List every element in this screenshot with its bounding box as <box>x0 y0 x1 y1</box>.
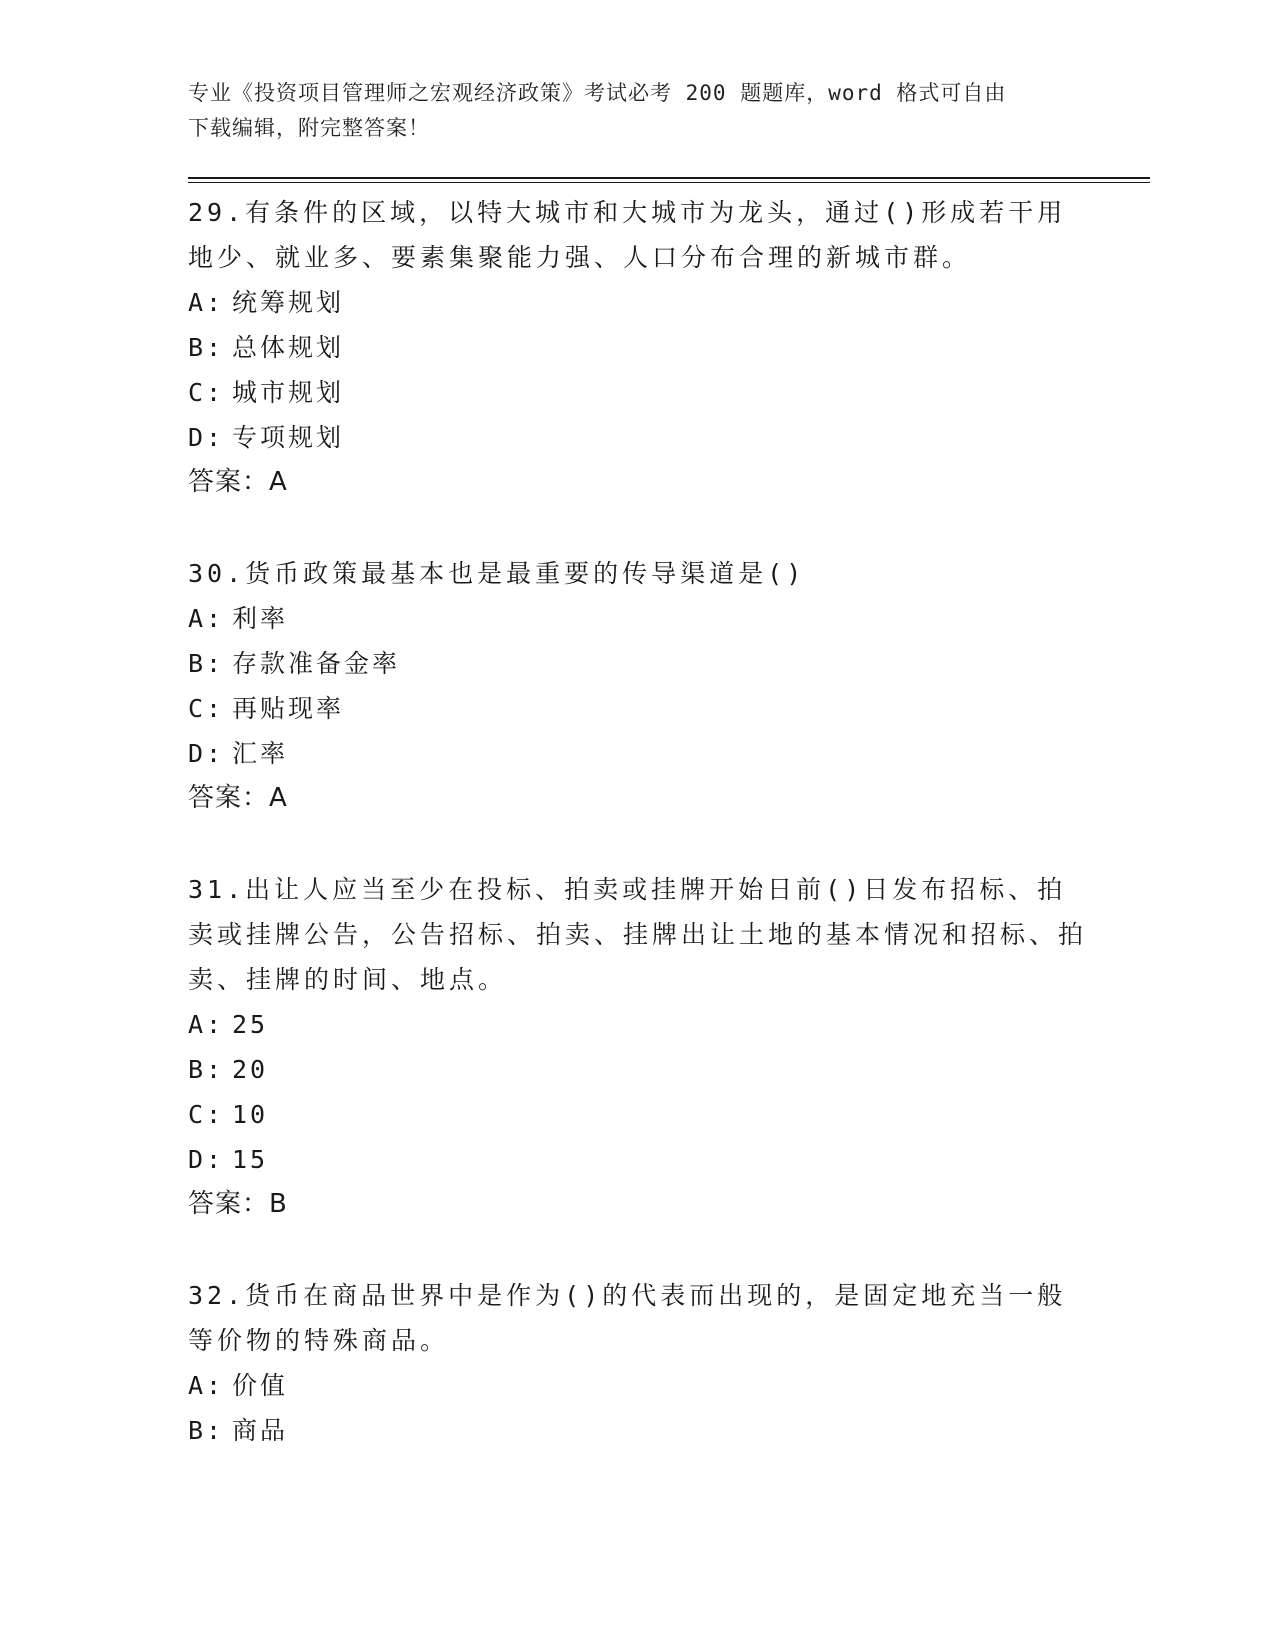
option-value: 再贴现率 <box>232 694 345 723</box>
option-value: 10 <box>232 1100 269 1129</box>
option-key: C: <box>188 1100 225 1129</box>
option-key: D: <box>188 423 225 452</box>
answer: 答案：A <box>188 783 288 813</box>
option-key: A: <box>188 1010 225 1039</box>
option-value: 统筹规划 <box>232 288 345 317</box>
option-value: 25 <box>232 1010 269 1039</box>
question-list <box>188 190 1088 1499</box>
option-d <box>188 731 1088 776</box>
option-key: D: <box>188 739 225 768</box>
option-value: 总体规划 <box>232 333 345 362</box>
option-value: 15 <box>232 1145 269 1174</box>
option-d <box>188 1137 1088 1182</box>
option-b <box>188 1408 1088 1453</box>
option-value: 存款准备金率 <box>232 649 401 678</box>
option-b <box>188 325 1088 370</box>
header-double-rule <box>188 177 1150 183</box>
option-key: B: <box>188 333 225 362</box>
question-31 <box>188 867 1088 1227</box>
question-text: 32.货币在商品世界中是作为()的代表而出现的，是固定地充当一般等价物的特殊商品。 <box>188 1281 1067 1355</box>
option-value: 专项规划 <box>232 423 345 452</box>
option-value: 商品 <box>232 1416 289 1445</box>
question-29 <box>188 190 1088 505</box>
question-text: 30.货币政策最基本也是最重要的传导渠道是() <box>188 559 806 588</box>
option-value: 20 <box>232 1055 269 1084</box>
header-line-2: 下载编辑，附完整答案！ <box>188 116 430 140</box>
option-key: B: <box>188 1416 225 1445</box>
option-key: C: <box>188 378 225 407</box>
option-b <box>188 1047 1088 1092</box>
option-value: 价值 <box>232 1371 289 1400</box>
option-key: C: <box>188 694 225 723</box>
option-value: 汇率 <box>232 739 289 768</box>
option-c <box>188 686 1088 731</box>
option-key: A: <box>188 604 225 633</box>
header-line-1: 专业《投资项目管理师之宏观经济政策》考试必考 200 题题库，word 格式可自由 <box>188 81 1007 105</box>
answer: 答案：A <box>188 467 288 497</box>
option-b <box>188 641 1088 686</box>
option-a <box>188 280 1088 325</box>
option-value: 利率 <box>232 604 289 633</box>
question-30 <box>188 551 1088 821</box>
question-text: 31.出让人应当至少在投标、拍卖或挂牌开始日前()日发布招标、拍卖或挂牌公告，公告招标、拍卖、挂牌出让土地的基本情况和招标、拍卖、挂牌的时间、地点。 <box>188 875 1088 994</box>
question-text: 29.有条件的区域，以特大城市和大城市为龙头，通过()形成若干用地少、就业多、要素集聚能力强、人口分布合理的新城市群。 <box>188 198 1067 272</box>
answer: 答案：B <box>188 1189 288 1219</box>
document-header <box>188 76 1068 146</box>
option-key: A: <box>188 1371 225 1400</box>
option-key: B: <box>188 1055 225 1084</box>
option-a <box>188 1363 1088 1408</box>
option-key: B: <box>188 649 225 678</box>
question-32 <box>188 1273 1088 1453</box>
option-key: D: <box>188 1145 225 1174</box>
option-c <box>188 1092 1088 1137</box>
option-key: A: <box>188 288 225 317</box>
option-a <box>188 1002 1088 1047</box>
option-d <box>188 415 1088 460</box>
option-value: 城市规划 <box>232 378 345 407</box>
option-a <box>188 596 1088 641</box>
option-c <box>188 370 1088 415</box>
